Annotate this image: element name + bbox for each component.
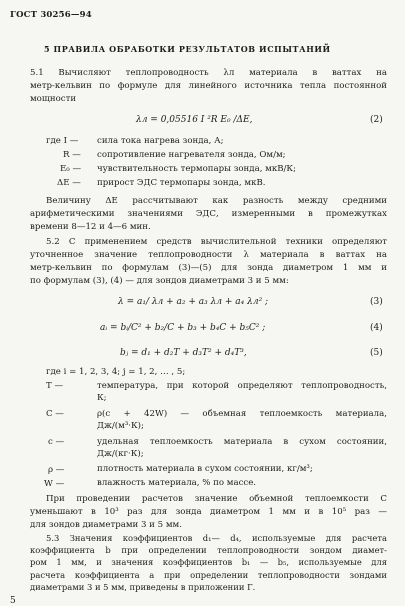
where-indices: где i = 1, 2, 3, 4; j = 1, 2, … , 5; [46,367,186,377]
def-rhs: прирост ЭДС термопары зонда, мкВ. [97,178,266,188]
def2-rhs: влажность материала, % по массе. [97,478,257,488]
def-lhs: где I — [46,136,79,146]
def2-rhs: плотность материала в сухом состоянии, кг/м³; [97,464,313,474]
def-rhs: чувствительность термопары зонда, мкВ/К; [97,164,296,174]
def2-rhs: ρ(с + 42W) — объемная теплоемкость материала, [97,409,387,419]
equation-2: λл = 0,05516 I ²R E₀ /ΔE, [136,115,253,125]
def2-rhs: удельная теплоемкость материала в сухом состоянии, [97,437,387,447]
paragraph-delta-line-3: времени 8—12 и 4—6 мин. [30,222,151,232]
paragraph-5-1-line-3: мощности [30,94,77,104]
equation-5: bⱼ = d₁ + d₂T + d₃T² + d₄T³, [120,348,247,358]
paragraph-5-1-line-1: 5.1 Вычисляют теплопроводность λл материала в ваттах на [30,68,387,78]
def-rhs: сопротивление нагревателя зонда, Ом/м; [97,150,286,160]
paragraph-calc-line-1: При проведении расчетов значение объемной теплоемкости C [46,494,387,504]
def-rhs: сила тока нагрева зонда, А; [97,136,224,146]
equation-3-number: (3) [370,297,383,307]
equation-2-number: (2) [370,115,383,125]
def2-lhs: C — [46,409,64,419]
paragraph-delta-line-1: Величину ΔE рассчитывают как разность между средними [46,196,387,206]
def2-lhs: ρ — [48,465,65,475]
def-lhs: R — [63,150,81,160]
def2-lhs: с — [48,437,65,447]
page-number: 5 [10,596,16,606]
equation-3: λ = a₁/ λл + a₂ + a₃ λл + a₄ λл² ; [118,297,269,307]
def2-rhs-cont: Дж/(м³·К); [97,421,144,431]
section-title: 5 ПРАВИЛА ОБРАБОТКИ РЕЗУЛЬТАТОВ ИСПЫТАНИЙ [44,44,331,54]
equation-5-number: (5) [370,348,383,358]
paragraph-5-3-line-1: 5.3 Значения коэффициентов d₁— d₄, используемые для расчета [46,533,387,543]
equation-4-number: (4) [370,323,383,333]
paragraph-5-2-line-4: по формулам (3), (4) — для зондов диаметрами 3 и 5 мм: [30,276,289,286]
paragraph-delta-line-2: арифметическими значениями ЭДС, измеренными в промежутках [30,209,387,219]
def2-rhs-cont: Дж/(кг·К); [97,449,144,459]
def2-rhs-cont: К; [97,393,107,403]
paragraph-5-2-line-3: метр-кельвин по формулам (3)—(5) для зонда диаметром 1 мм и [30,263,387,273]
paragraph-5-3-line-5: диаметрами 3 и 5 мм, приведены в приложении Г. [30,581,256,592]
def-lhs: E₀ — [60,164,82,174]
paragraph-5-3-line-3: ром 1 мм, и значения коэффициентов b₁ — b₅, используемые для [30,557,387,568]
document-header: ГОСТ 30256—94 [10,10,92,20]
def2-lhs: T — [46,381,64,391]
paragraph-calc-line-2: уменьшают в 10³ раз для зонда диаметром 1 мм и в 10⁵ раз — [30,507,387,517]
paragraph-calc-line-3: для зондов диаметрами 3 и 5 мм. [30,520,182,530]
equation-4: aᵢ = bᵢ/C² + b₂/C + b₃ + b₄C + b₅C² ; [100,323,266,333]
def2-rhs: температура, при которой определяют теплопроводность, [97,381,387,391]
paragraph-5-2-line-2: уточненное значение теплопроводности λ материала в ваттах на [30,250,387,260]
paragraph-5-3-line-4: расчета коэффициента a при определении теплопроводности зондами [30,569,387,580]
def2-lhs: W — [44,479,65,489]
paragraph-5-3-line-2: коэффициента b при определении теплопроводности зондом диамет- [30,545,387,556]
def-lhs: ΔE — [57,178,81,188]
paragraph-5-1-line-2: метр-кельвин по формуле для линейного источника тепла постоянной [30,81,387,91]
paragraph-5-2-line-1: 5.2 С применением средств вычислительной техники определяют [46,237,387,247]
